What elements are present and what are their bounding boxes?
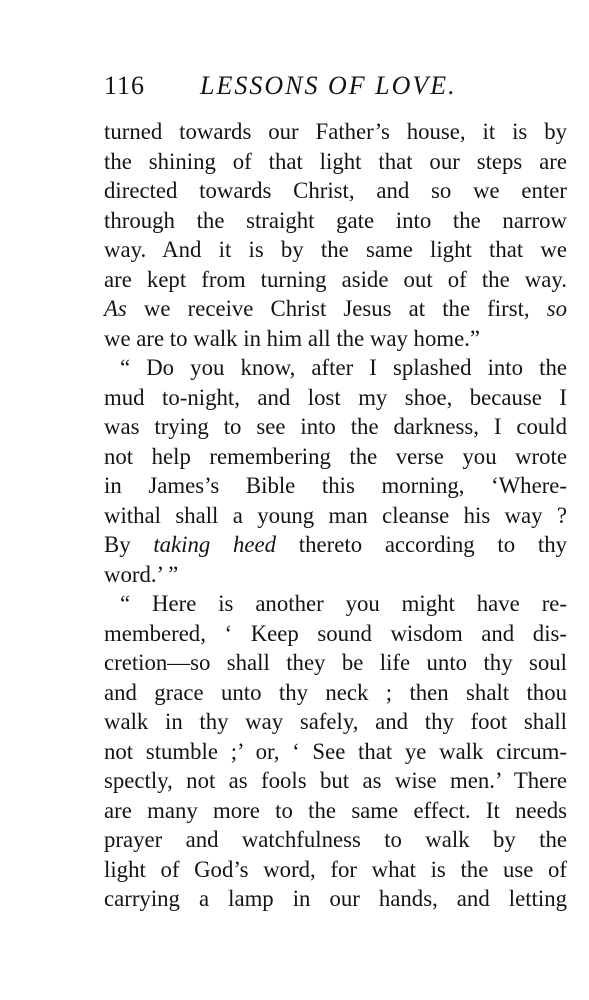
page-number: 116 <box>104 71 146 100</box>
text-segment: walk in thy way safely, and thy foot shall <box>104 709 567 734</box>
text-segment: light of God’s word, for what is the use of <box>104 856 567 882</box>
text-line <box>104 383 567 413</box>
text-line <box>104 235 567 265</box>
text-segment: word.’ ” <box>104 561 179 587</box>
text-line <box>104 796 567 826</box>
text-line <box>104 176 567 206</box>
text-segment: not help remembering the verse you wrote <box>104 443 567 469</box>
text-segment: prayer and watchfulness to walk by the <box>104 827 567 852</box>
text-line <box>104 678 567 708</box>
text-segment: By <box>104 532 154 557</box>
text-segment: carrying a lamp in our hands, and letting <box>104 886 567 911</box>
text-line <box>104 560 567 590</box>
text-line <box>104 737 567 767</box>
text-segment: way. And it is by the same light that we <box>104 237 567 262</box>
text-line <box>104 442 567 472</box>
text-segment: “ Do you know, after I splashed into the <box>120 355 567 380</box>
text-line <box>104 766 567 796</box>
text-segment: “ Here is another you might have re- <box>120 591 567 616</box>
text-line <box>104 324 567 354</box>
text-segment: are many more to the same effect. It needs <box>104 797 567 823</box>
text-line <box>104 619 567 649</box>
text-segment: turned towards our Father’s house, it is by <box>104 119 567 144</box>
text-line <box>104 855 567 885</box>
text-segment: withal shall a young man cleanse his way ? <box>104 502 567 528</box>
running-header <box>104 68 484 104</box>
text-segment: are kept from turning aside out of the way. <box>104 266 567 292</box>
text-segment: cretion—so shall they be life unto thy soul <box>104 650 567 675</box>
text-segment: in James’s Bible this morning, ‘Where- <box>104 473 567 498</box>
text-line <box>104 530 567 560</box>
text-segment: we are to walk in him all the way home.” <box>104 325 481 351</box>
body-text <box>104 117 567 914</box>
text-segment: and grace unto thy neck ; then shalt thou <box>104 679 567 705</box>
text-line <box>104 648 567 678</box>
running-title: LESSONS OF LOVE. <box>200 71 457 100</box>
text-line <box>104 412 567 442</box>
text-segment: we receive Christ Jesus at the first, <box>126 296 547 321</box>
text-line <box>104 206 567 236</box>
text-line <box>104 294 567 324</box>
text-line <box>104 501 567 531</box>
text-line <box>104 265 567 295</box>
text-line <box>104 825 567 855</box>
italic-text-segment: As <box>104 296 127 321</box>
text-line <box>104 707 567 737</box>
text-line <box>104 589 567 619</box>
text-line <box>104 117 567 147</box>
text-line <box>104 884 567 914</box>
text-segment: the shining of that light that our steps are <box>104 148 567 174</box>
text-segment: through the straight gate into the narrow <box>104 207 567 233</box>
text-segment: spectly, not as fools but as wise men.’ There <box>104 768 567 793</box>
text-segment: not stumble ;’ or, ‘ See that ye walk circum- <box>104 738 567 764</box>
text-segment: thereto according to thy <box>276 532 567 557</box>
italic-text-segment: taking heed <box>153 532 277 557</box>
text-line <box>104 471 567 501</box>
text-segment: was trying to see into the darkness, I could <box>104 414 567 439</box>
text-segment: mud to-night, and lost my shoe, because I <box>104 384 567 410</box>
text-segment: membered, ‘ Keep sound wisdom and dis- <box>104 620 567 646</box>
text-segment: directed towards Christ, and so we enter <box>104 178 567 203</box>
text-line <box>104 353 567 383</box>
text-line <box>104 147 567 177</box>
italic-text-segment: so <box>546 296 567 321</box>
